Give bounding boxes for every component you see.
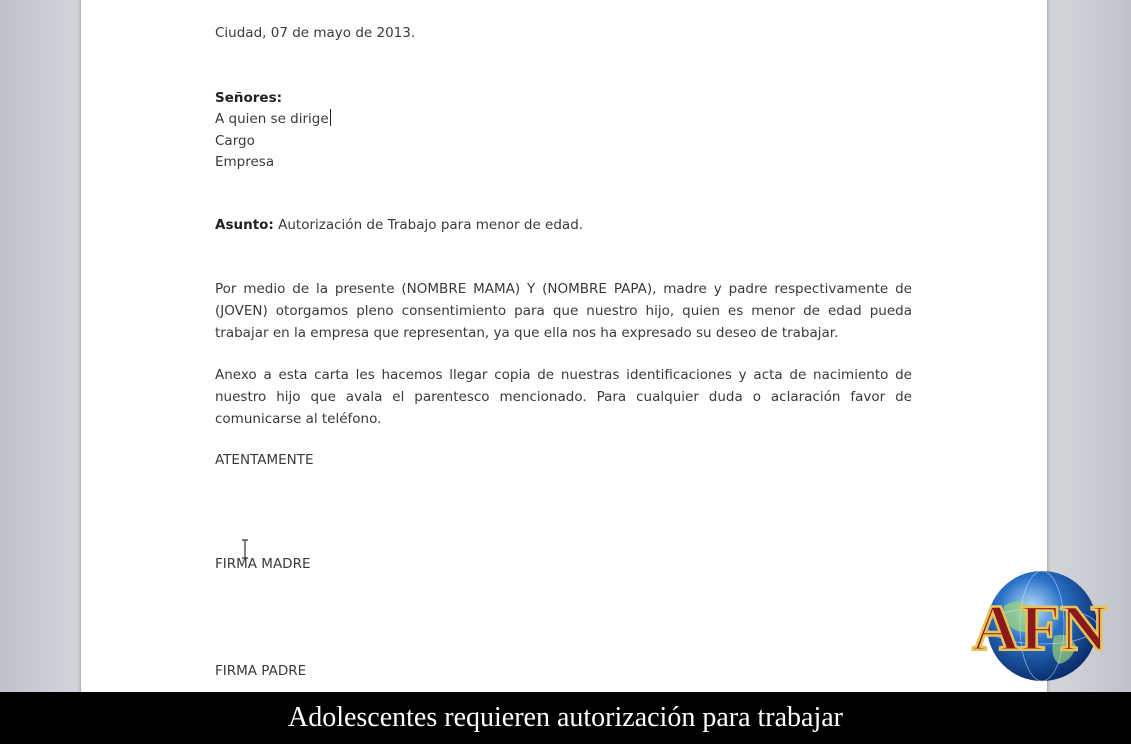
date-line: Ciudad, 07 de mayo de 2013. xyxy=(215,25,416,41)
ibeam-cursor-icon xyxy=(240,539,250,559)
company-line: Empresa xyxy=(215,154,275,170)
recipient-text: A quien se dirige xyxy=(215,111,329,127)
afn-logo xyxy=(964,566,1116,686)
subject-text: Autorización de Trabajo para menor de edad. xyxy=(273,217,584,233)
position-line: Cargo xyxy=(215,133,255,149)
recipient-line xyxy=(215,108,331,130)
caption-text: Adolescentes requieren autorización para trabajar xyxy=(287,702,844,733)
closing: ATENTAMENTE xyxy=(215,452,314,468)
subject-label: Asunto: xyxy=(215,217,274,233)
logo-text: AFN xyxy=(972,592,1108,665)
text-cursor xyxy=(330,109,331,126)
signature-father: FIRMA PADRE xyxy=(215,663,307,679)
paragraph-1: Por medio de la presente (NOMBRE MAMA) Y (NOMBRE PAPA), madre y padre respectivamente de (JOVEN) otorgamos pleno consentimiento para que nuestro hijo, quien es menor de edad pueda trabajar en la empresa que representan, ya que ella nos ha expresado su deseo de trabajar. xyxy=(215,281,912,341)
subject-line xyxy=(215,214,583,236)
salutation: Señores: xyxy=(215,90,283,106)
signature-mother: FIRMA MADRE xyxy=(215,556,311,572)
paragraph-2: Anexo a esta carta les hacemos llegar copia de nuestras identificaciones y acta de nacimiento de nuestro hijo que avala el parentesco mencionado. Para cualquier duda o aclaración favor de comunicarse al teléfono. xyxy=(215,367,912,427)
caption-banner xyxy=(0,692,1131,744)
